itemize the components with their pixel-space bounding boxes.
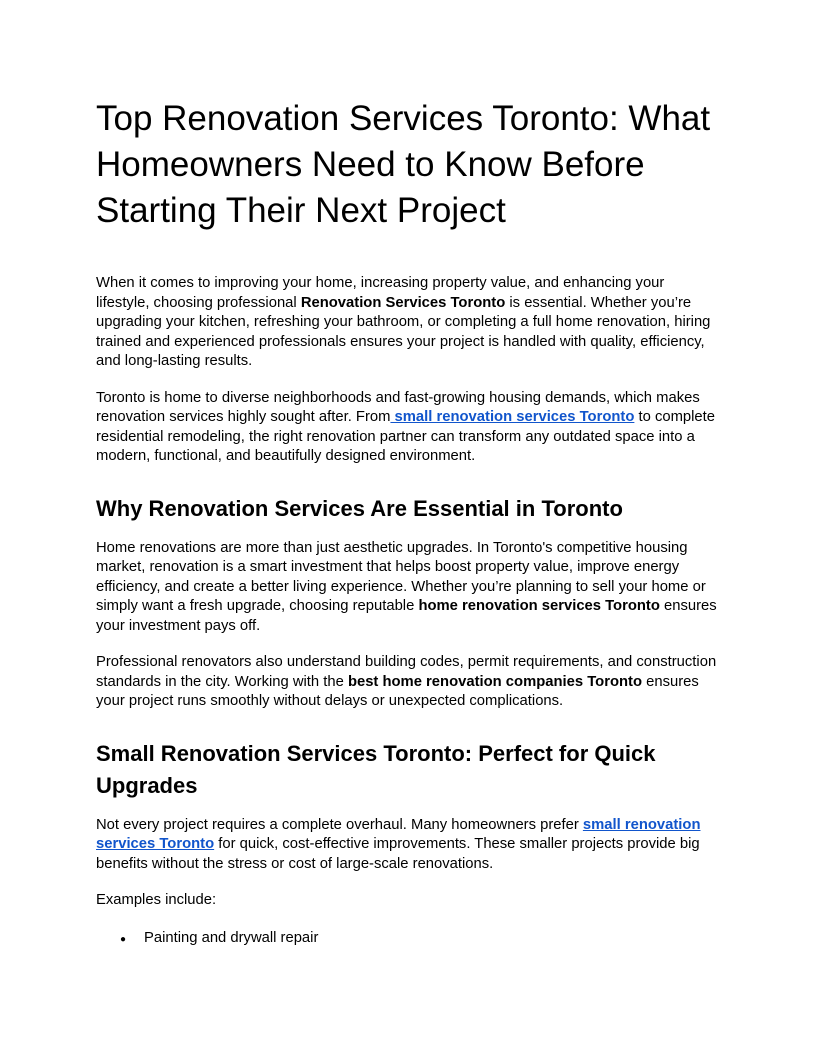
- text-run: Professional renovators also understand building codes, permit requirements, and construction standards in the city. Working with the: [96, 654, 717, 690]
- inline-link[interactable]: small renovation services Toronto: [96, 816, 701, 852]
- text-run: Not every project requires a complete overhaul. Many homeowners prefer: [96, 816, 583, 833]
- paragraph-why-1: [96, 539, 720, 637]
- bold-text: home renovation services Toronto: [418, 598, 660, 614]
- bold-text: best home renovation companies Toronto: [347, 673, 642, 690]
- paragraph-intro-1: [96, 274, 720, 372]
- bullet-icon: ●: [120, 933, 127, 945]
- heading-small-renovation: Small Renovation Services Toronto: Perfect for Quick Upgrades: [96, 740, 656, 798]
- text-run: to complete residential remodeling, the right renovation partner can transform any outdated space into a modern, functional, and beautifully designed environment.: [96, 409, 715, 464]
- text-run: Toronto is home to diverse neighborhoods and fast-growing housing demands, which makes renovation services highly sought after. From: [96, 389, 700, 425]
- text-run: When it comes to improving your home, increasing property value, and enhancing your lifestyle, choosing professional: [96, 275, 665, 311]
- paragraph-intro-2: [96, 389, 720, 467]
- list-item: [120, 929, 720, 950]
- text-run: ensures your investment pays off.: [96, 598, 717, 634]
- paragraph-examples-label: Examples include:: [96, 892, 217, 908]
- text-run: is essential. Whether you’re upgrading your kitchen, refreshing your bathroom, or completing a full home renovation, hiring trained and experienced professionals ensures your project is handled with quality, efficiency, and long-lasting results.: [96, 294, 711, 369]
- text-run: for quick, cost-effective improvements. These smaller projects provide big benefits without the stress or cost of large-scale renovations.: [96, 836, 700, 872]
- paragraph-small-1: [96, 816, 720, 875]
- heading-why-renovation-essential: Why Renovation Services Are Essential in Toronto: [96, 495, 623, 521]
- inline-link[interactable]: small renovation services Toronto: [390, 409, 635, 425]
- bold-text: Renovation Services Toronto: [300, 294, 506, 311]
- list-item-text: Painting and drywall repair: [144, 929, 319, 946]
- document-title: Top Renovation Services Toronto: What Homeowners Need to Know Before Starting Their Next Project: [96, 99, 711, 230]
- paragraph-why-2: [96, 653, 720, 712]
- text-run: ensures your project runs smoothly without delays or unexpected complications.: [96, 673, 699, 709]
- text-run: Home renovations are more than just aesthetic upgrades. In Toronto's competitive housing market, renovation is a smart investment that helps boost property value, improve energy efficiency, and create a better living experience. Whether you’re planning to sell your home or simply want a fresh upgrade, choosing reputable: [96, 539, 706, 614]
- examples-list: [96, 929, 720, 950]
